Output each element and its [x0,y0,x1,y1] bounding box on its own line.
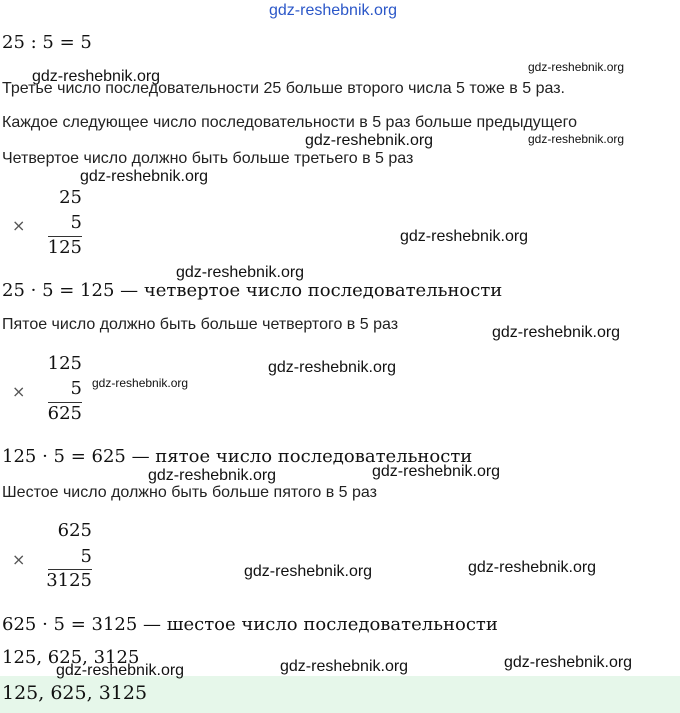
text-rule: Каждое следующее число последовательности в 5 раз больше предыдущего [2,114,578,131]
watermark: gdz-reshebnik.org [305,132,434,149]
watermark: gdz-reshebnik.org [372,463,501,480]
product: 3125 [46,570,92,591]
watermark: gdz-reshebnik.org [268,359,397,376]
watermark: gdz-reshebnik.org [148,467,277,484]
watermark: gdz-reshebnik.org [244,563,373,580]
multiplier: 5 [70,378,82,399]
equation-division: 25 : 5 = 5 [2,32,92,53]
multiply-sign: × [12,550,26,569]
equation-fifth: 125 · 5 = 625 — пятое число последовательности [2,446,473,467]
product: 125 [47,237,82,258]
sequence-result: 125, 625, 3125 [2,647,140,668]
multiplicand: 625 [57,520,92,541]
multiplicand: 125 [47,353,82,374]
watermark: gdz-reshebnik.org [528,60,625,74]
watermark: gdz-reshebnik.org [280,658,409,675]
watermark: gdz-reshebnik.org [528,132,625,146]
watermark: gdz-reshebnik.org [468,559,597,576]
equation-sixth: 625 · 5 = 3125 — шестое число последовательности [2,614,498,635]
watermark: gdz-reshebnik.org [80,168,209,185]
product: 625 [47,403,82,424]
watermark-top: gdz-reshebnik.org [269,2,398,19]
multiplicand: 25 [59,187,82,208]
multiply-sign: × [12,382,26,401]
multiplier: 5 [80,546,92,567]
watermark: gdz-reshebnik.org [400,228,529,245]
answer-text: 125, 625, 3125 [2,682,148,704]
equation-fourth: 25 · 5 = 125 — четвертое число последовательности [2,280,503,301]
text-sixth-number: Шестое число должно быть больше пятого в 5 раз [2,484,377,501]
text-fourth-number: Четвертое число должно быть больше третьего в 5 раз [2,150,414,167]
multiplier: 5 [70,212,82,233]
text-third-number: Третье число последовательности 25 больше второго числа 5 тоже в 5 раз. [2,80,565,97]
watermark: gdz-reshebnik.org [492,324,621,341]
watermark: gdz-reshebnik.org [504,654,633,671]
multiply-sign: × [12,216,26,235]
watermark: gdz-reshebnik.org [32,68,161,85]
text-fifth-number: Пятое число должно быть больше четвертого в 5 раз [2,316,399,333]
watermark: gdz-reshebnik.org [92,376,189,390]
watermark: gdz-reshebnik.org [56,662,185,679]
watermark: gdz-reshebnik.org [176,264,305,281]
